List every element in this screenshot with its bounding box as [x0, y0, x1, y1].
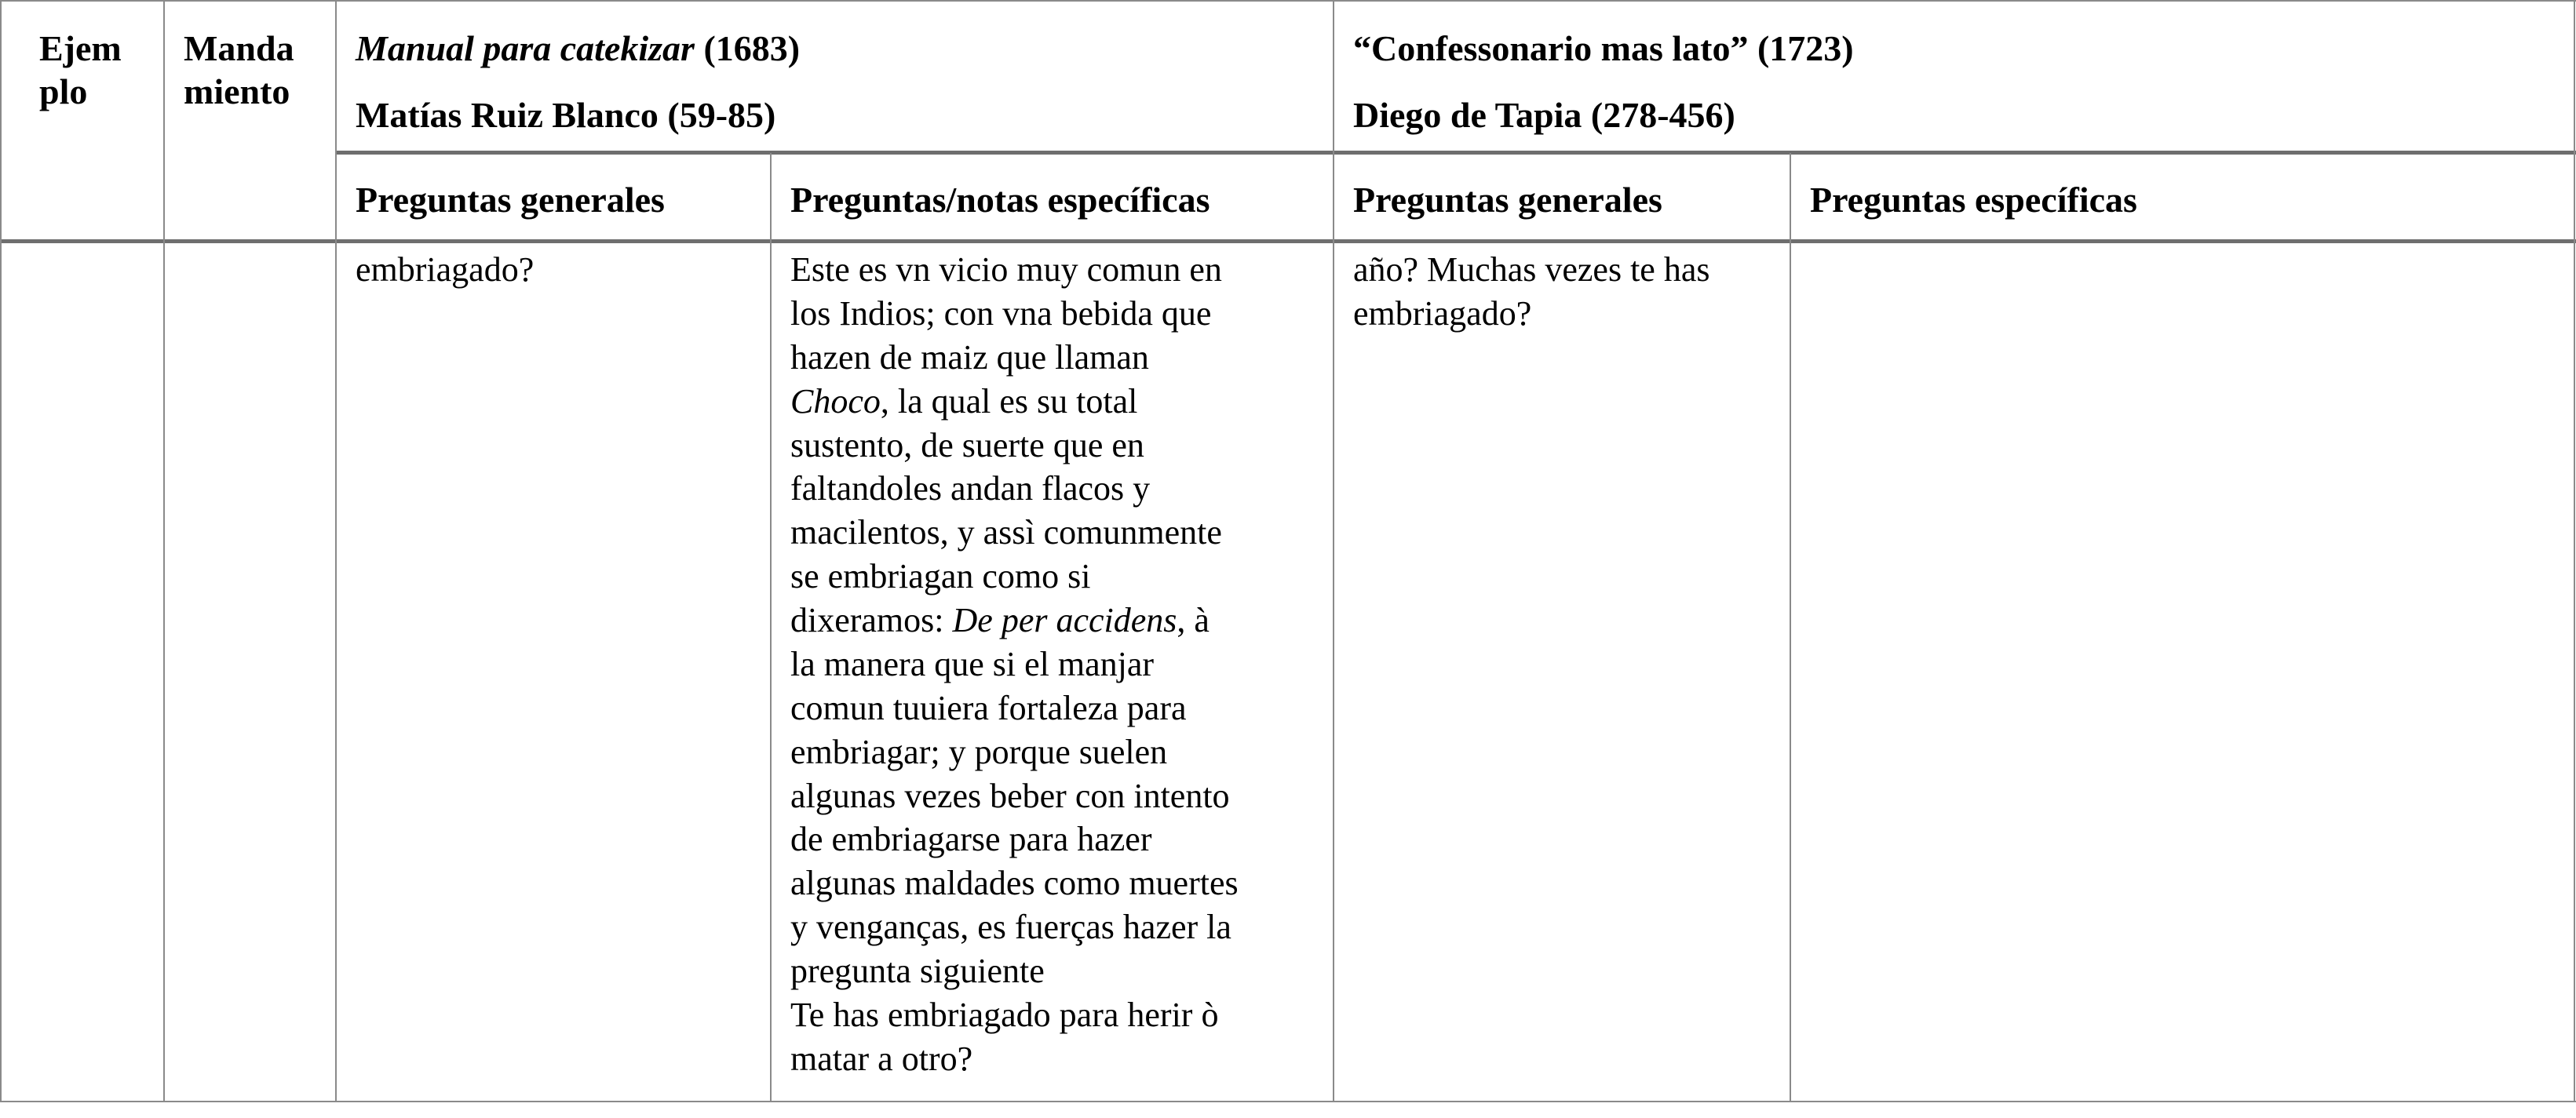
- source1-author: Matías Ruiz Blanco (59-85): [356, 95, 776, 136]
- table-bottom-border: [0, 1101, 2576, 1102]
- header-ejemplo-line2: plo: [39, 71, 88, 112]
- source2-author: Diego de Tapia (278-456): [1353, 95, 1735, 136]
- header-mandamiento-line2: miento: [184, 71, 290, 112]
- cell-text-line: Este es vn vicio muy comun en: [790, 250, 1222, 289]
- subheader-s2-specific: Preguntas específicas: [1810, 180, 2137, 220]
- subheader-s2-general: Preguntas generales: [1353, 180, 1662, 220]
- column-divider: [1790, 153, 1791, 1102]
- cell-text-line: algunas maldades como muertes: [790, 864, 1239, 903]
- column-divider: [770, 153, 772, 1102]
- header-mandamiento: [184, 27, 294, 113]
- cell-s1-general: [356, 248, 534, 292]
- cell-s2-general: [1353, 248, 1709, 336]
- cell-text-line: de embriagarse para hazer: [790, 820, 1152, 859]
- subheader-s1-general: Preguntas generales: [356, 180, 665, 220]
- cell-text-line: faltandoles andan flacos y: [790, 469, 1151, 508]
- cell-text-line: pregunta siguiente: [790, 952, 1045, 990]
- source1-title-italic: Manual para catekizar: [356, 28, 695, 68]
- cell-text-line: se embriagan como si: [790, 557, 1091, 596]
- cell-text-line: matar a otro?: [790, 1039, 973, 1078]
- cell-text-span: , à: [1177, 601, 1210, 639]
- column-divider: [335, 0, 337, 1102]
- cell-text-line: [790, 380, 1239, 424]
- source1-year: (1683): [694, 28, 801, 68]
- subheader-s1-specific: Preguntas/notas específicas: [790, 180, 1210, 220]
- header-ejemplo: [39, 27, 122, 113]
- cell-text-line: macilentos, y assì comunmente: [790, 513, 1222, 552]
- header-mandamiento-line1: Manda: [184, 28, 294, 68]
- italic-term: Choco: [790, 381, 881, 421]
- cell-text-line: embriagado?: [356, 250, 535, 289]
- header-bottom-line: [0, 239, 2576, 243]
- cell-text-line: y venganças, es fuerças hazer la: [790, 908, 1231, 947]
- header-source2: [1353, 27, 1854, 137]
- cell-text-span: , la qual es su total: [880, 381, 1138, 421]
- cell-text-line: sustento, de suerte que en: [790, 425, 1144, 464]
- table-left-border: [0, 0, 2, 1102]
- cell-text-line: embriagado?: [1353, 293, 1532, 333]
- cell-s1-specific: [790, 248, 1239, 1081]
- source1-title: [356, 27, 800, 70]
- table-top-border: [0, 0, 2576, 2]
- header-divider-line: [335, 151, 2576, 155]
- column-divider: [163, 0, 165, 1102]
- cell-text-line: año? Muchas vezes te has: [1353, 250, 1710, 289]
- cell-text-line: algunas vezes beber con intento: [790, 776, 1230, 815]
- header-source1: [356, 27, 800, 137]
- table-right-border: [2574, 0, 2575, 1102]
- header-ejemplo-line1: Ejem: [39, 28, 122, 68]
- cell-text-span: dixeramos:: [790, 601, 953, 639]
- cell-text-line: comun tuuiera fortaleza para: [790, 688, 1187, 727]
- cell-text-line: embriagar; y porque suelen: [790, 732, 1168, 771]
- italic-term: De per accidens: [952, 601, 1177, 639]
- cell-text-line: la manera que si el manjar: [790, 644, 1155, 683]
- cell-text-line: hazen de maiz que llaman: [790, 337, 1149, 377]
- column-divider: [1333, 0, 1334, 1102]
- cell-text-line: los Indios; con vna bebida que: [790, 293, 1212, 333]
- cell-text-line: Te has embriagado para herir ò: [790, 995, 1219, 1034]
- cell-text-line: [790, 599, 1239, 643]
- source2-title: “Confessonario mas lato” (1723): [1353, 28, 1854, 68]
